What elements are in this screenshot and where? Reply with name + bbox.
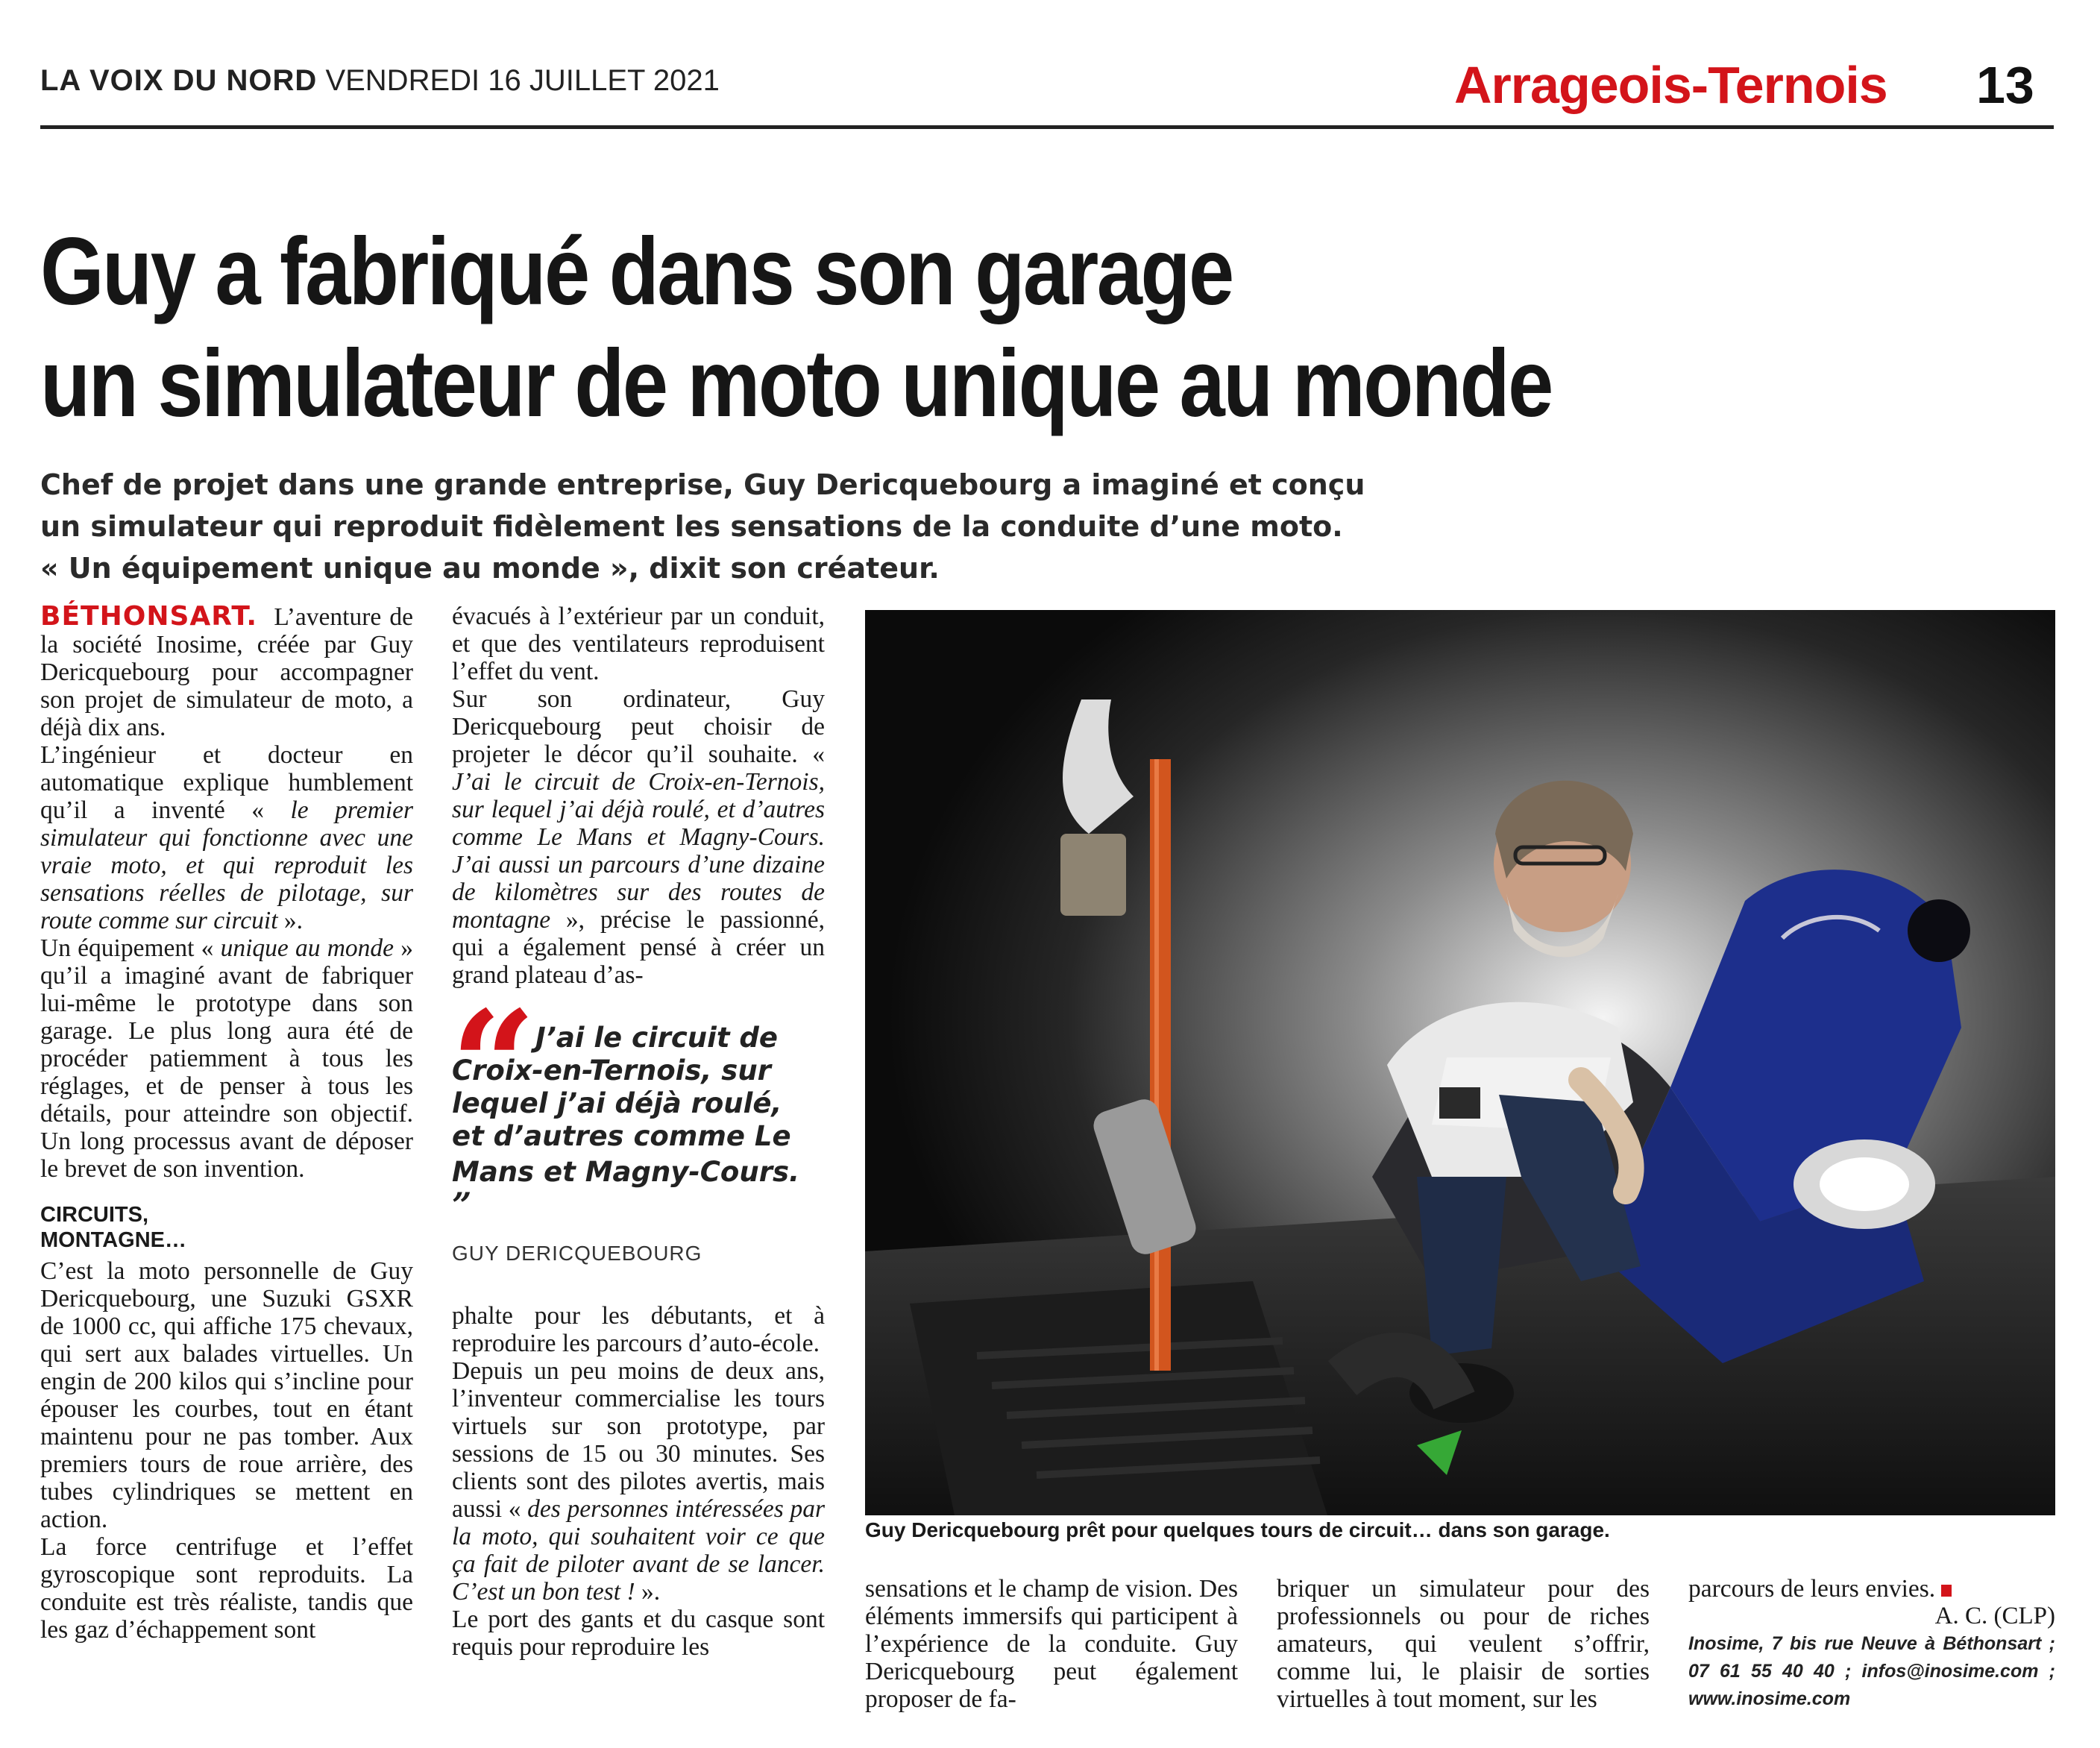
contact-info: Inosime, 7 bis rue Neuve à Béthonsart ; 07 61 55 40 40 ; infos@inosime.com ; www.inosime.com (1688, 1633, 2055, 1709)
closing-quote-icon: ” (452, 1185, 472, 1225)
quote-attribution: GUY DERICQUEBOURG (452, 1242, 702, 1265)
standfirst-line-1: Chef de projet dans une grande entreprise, Guy Dericquebourg a imaginé et conçu (40, 468, 1365, 501)
issue-date: VENDREDI 16 JUILLET 2021 (325, 64, 720, 97)
column-4 (1277, 1575, 1650, 1713)
photo-caption: Guy Dericquebourg prêt pour quelques tours de circuit… dans son garage. (865, 1518, 1610, 1541)
header-rule (40, 125, 2054, 129)
column-2-top (452, 603, 825, 989)
quote-mark-icon: “ (450, 978, 537, 1154)
newspaper-name: LA VOIX DU NORD (40, 64, 318, 97)
standfirst-line-2: un simulateur qui reproduit fidèlement les sensations de la conduite d’une moto. (40, 510, 1343, 543)
section-title: Arrageois-Ternois (1454, 56, 1887, 114)
paragraph: Un équipement « unique au monde » qu’il a imaginé avant de fabriquer lui-même le prototype dans son garage. Le plus long aura été de procéder patiemment à tous les réglages, et de penser à tous les détails, pour atteindre son objectif. Un long processus avant de déposer le brevet de son invention. (40, 934, 413, 1183)
column-3 (865, 1575, 1238, 1713)
end-mark-icon (1941, 1585, 1952, 1597)
paragraph: C’est la moto personnelle de Guy Dericquebourg, une Suzuki GSXR de 1000 cc, qui affiche 175 chevaux, qui sert aux balades virtuelles. Un engin de 200 kilos qui s’incline pour épouser les courbes, tout en étant maintenu pour ne pas tomber. Aux premiers tours de roue arrière, des tubes cylindriques se mettent en action. (40, 1257, 413, 1533)
standfirst-line-3: « Un équipement unique au monde », dixit son créateur. (40, 552, 940, 585)
standfirst (40, 464, 1365, 589)
paragraph: L’ingénieur et docteur en automatique explique humblement qu’il a inventé « le premier simulateur qui fonctionne avec une vraie moto, et qui reproduit les sensations réelles de pilotage, sur route comme sur circuit ». (40, 741, 413, 934)
headline (40, 216, 1552, 440)
column-5 (1688, 1575, 2055, 1713)
paragraph: Sur son ordinateur, Guy Dericquebourg peut choisir de projeter le décor qu’il souhaite. « J’ai le circuit de Croix-en-Ternois, sur lequel j’ai déjà roulé, et d’autres comme Le Mans et Magny-Cours. J’ai aussi un parcours d’une dizaine de kilomètres sur des routes de montagne », précise le passionné, qui a également pensé à créer un grand plateau d’as- (452, 685, 825, 989)
paragraph: La force centrifuge et l’effet gyroscopique sont reproduits. La conduite est très réaliste, tandis que les gaz d’échappement sont (40, 1533, 413, 1644)
paragraph: Depuis un peu moins de deux ans, l’inventeur commercialise les tours virtuels sur son prototype, par sessions de 15 ou 30 minutes. Ses clients sont des pilotes avertis, mais aussi « des personnes intéressées par la moto, qui souhaitent voir ce que ça fait de piloter avant de se lancer. C’est un bon test ! ». (452, 1357, 825, 1606)
subheading: CIRCUITS, MONTAGNE… (40, 1203, 187, 1252)
column-1 (40, 603, 413, 1644)
paragraph: évacués à l’extérieur par un conduit, et que des ventilateurs reproduisent l’effet du vent. (452, 603, 825, 685)
paragraph: BÉTHONSART. L’aventure de la société Inosime, créée par Guy Dericquebourg pour accompagner son projet de simulateur de moto, a déjà dix ans. (40, 601, 414, 741)
paragraph: sensations et le champ de vision. Des éléments immersifs qui participent à l’expérience de la conduite. Guy Dericquebourg peut également proposer de fa- (865, 1575, 1238, 1713)
paragraph: briquer un simulateur pour des professionnels ou pour de riches amateurs, qui veulent s’offrir, comme lui, le plaisir de sorties virtuelles à tout moment, sur les (1277, 1575, 1650, 1713)
dateline-place: BÉTHONSART. (40, 601, 258, 632)
masthead (40, 64, 720, 98)
headline-line-1: Guy a fabriqué dans son garage (40, 218, 1233, 325)
column-2-bottom (452, 1302, 825, 1661)
article-photo (865, 610, 2055, 1515)
motorcycle-simulator-photo (865, 610, 2055, 1515)
paragraph: Le port des gants et du casque sont requis pour reproduire les (452, 1606, 825, 1661)
page-number: 13 (1976, 56, 2034, 114)
paragraph: phalte pour les débutants, et à reproduire les parcours d’auto-école. (452, 1302, 825, 1357)
pull-quote: J’ai le circuit de Croix-en-Ternois, sur lequel j’ai déjà roulé, et d’autres comme Le Mans et Magny-Cours. ” (452, 1022, 800, 1225)
author-signature: A. C. (CLP) (1934, 1603, 2055, 1629)
paragraph: parcours de leurs envies. (1688, 1575, 2055, 1603)
headline-line-2: un simulateur de moto unique au monde (40, 330, 1552, 437)
